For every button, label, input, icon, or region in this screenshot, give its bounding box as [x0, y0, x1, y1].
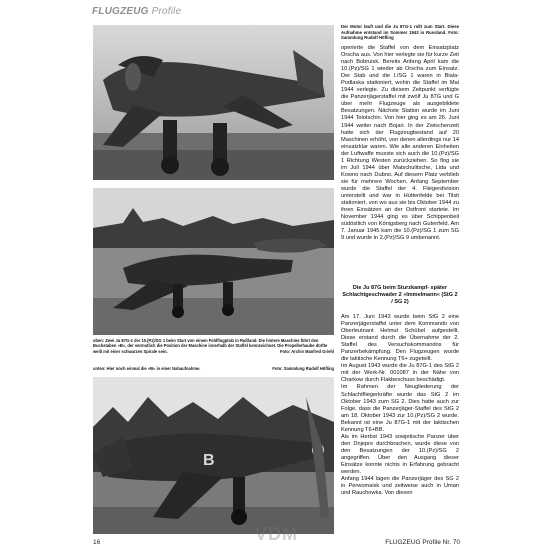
- caption-middle-text: oben: Zwei Ju 87G-2 der 10.(Pz)/SG 1 beim Start von einem Feldflugplatz in Rußland. Die hintere Maschine führt den Buchstaben »B«, der vermutlich die Position der Maschine innerhalb der Staffel kennzeichnet. Die Propellerhaube dürfte weiß mit einer schwarzen Spirale sein.: [93, 338, 328, 354]
- magazine-footer: FLUGZEUG Profile Nr. 70: [385, 539, 460, 546]
- caption-top: [341, 24, 459, 41]
- article-paragraph: Am 17. Juni 1943 wurde beim StG 2 eine Panzerjägerstaffel unter dem Kommando von Oberleutnant Helmut Schübel aufgestellt. Diese erstand durch die Übernahme der 2. Staffel des Versuchskommandos für Panzerbekämpfung. Den Flugzeugen wurde die taktische Kennung T6+ zugeteilt.: [341, 314, 459, 363]
- page-header: [92, 6, 181, 17]
- caption-middle: [93, 338, 334, 354]
- photo-two-ju87-start: [93, 188, 334, 335]
- caption-bottom: [93, 366, 334, 371]
- article-paragraph: Anfang 1944 lagen die Panzerjäger des SG 2 in Perwomaisk und zeitweise auch in Uman und Rauchowka. Von diesen: [341, 476, 459, 497]
- caption-bottom-source: Foto: Sammlung Rudolf Höfling: [272, 366, 334, 371]
- article-paragraph: operierte die Staffel von dem Einsatzplatz Orscha aus. Von hier verlegte sie für kurze Zeit nach Bobruisk. Bereits Anfang April kam die 10.(Pz)/SG 1 wieder ab Orscha zum Einsatz. Der Stab und die I./SG 1 waren in Biala-Podlaska stationiert, wohin die Staffel im Mai 1944 verlegte. Zu diesem Zeitpunkt verfügte die Panzerjägerstaffel mit zwölf Ju 87G und G über mehr Flugzeuge als ausgebildete Besatzungen. Nächste Station wurde im Juni 1944 Tolotschin. Von hier ging es am 26. Juni 1944 weiter nach Bojari. In der Zwischenzeit hatte sich der Flugzeugbestand auf 20 Maschinen erhöht, von denen allerdings nur 14 einsatzklar waren. Wie alle anderen Einheiten der Luftwaffe musste sich auch die 10.(Pz)/SG 1 Richtung Westen zurückziehen. So flog sie im Juli 1944 über Matschulitsche, Lida und Kowno nach Dubno. Auf diesem Platz verblieb sie für mehrere Wochen. Anfang September wurde die Staffel der 4. Fliegerdivision unterstellt und war in Hüttenfelde bei Tilsit stationiert, von wo aus sie bis Oktober 1944 zu ihren Einsätzen an der Ostfront startete. Im November 1944 ging es über Schippenbeil südöstlich von Königsberg nach Gutenfeld. Am 7. Januar 1945 kam die 10.(Pz)/SG 1 zum SG 9 und wurde in 2.(Pz)/SG 9 umbenannt.: [341, 45, 459, 242]
- section-heading: Die Ju 87G beim Sturzkampf- später Schlachtgeschwader 2 »Immelmann« (StG 2 / SG 2): [342, 285, 458, 305]
- svg-text:B: B: [203, 452, 215, 469]
- caption-top-text: Der Motor läuft und die Ju 87G-1 rollt zum Start. Diese Aufnahme entstand im Sommer 1943 in Russland.: [341, 24, 459, 35]
- caption-middle-source: Foto: Archiv Manfred Griehl: [280, 348, 334, 354]
- article-paragraph: Im Rahmen der Neugliederung der Schlachtfliegerkräfte wurde das StG 2 im Oktober 1943 zum SG 2. Dies hatte auch zur Folge, dass die Panzerjäger-Staffel des StG 2 am 18. Oktober 1943 zur 10.(Pz)/SG 2 wurde. Bekannt ist eine Ju 87G-1 mit der taktischen Kennung T6+BB.: [341, 384, 459, 433]
- photo-ju87-closeup: [93, 377, 334, 534]
- header-title: FLUGZEUG: [92, 6, 149, 17]
- page-number: 16: [93, 539, 101, 546]
- article-paragraph: Im August 1943 wurde die Ju 87G-1 des StG 2 mit der Werk-Nr. 001087 in der Nähe von Charkow durch Flakbeschuss beschädigt.: [341, 363, 459, 384]
- caption-top-source: Foto: Sammlung Rudolf Höfling: [341, 29, 459, 41]
- header-subtitle: Profile: [151, 6, 182, 17]
- watermark: VDM: [255, 524, 298, 544]
- caption-bottom-text: unten: Hier noch einmal die »B« in einer Nahaufnahme.: [93, 366, 201, 371]
- article-column-1: [341, 45, 459, 242]
- article-column-2: [341, 314, 459, 497]
- article-paragraph: Als im Herbst 1943 sowjetische Panzer über den Dnjepre durchbrachen, wurde diese von den Besatzungen der 10.(Pz)/SG 2 angegriffen. Über den Ausgang dieser Einsätze konnte nichts in Erfahrung gebracht werden.: [341, 433, 459, 476]
- photo-ju87-taxiing: [93, 25, 334, 180]
